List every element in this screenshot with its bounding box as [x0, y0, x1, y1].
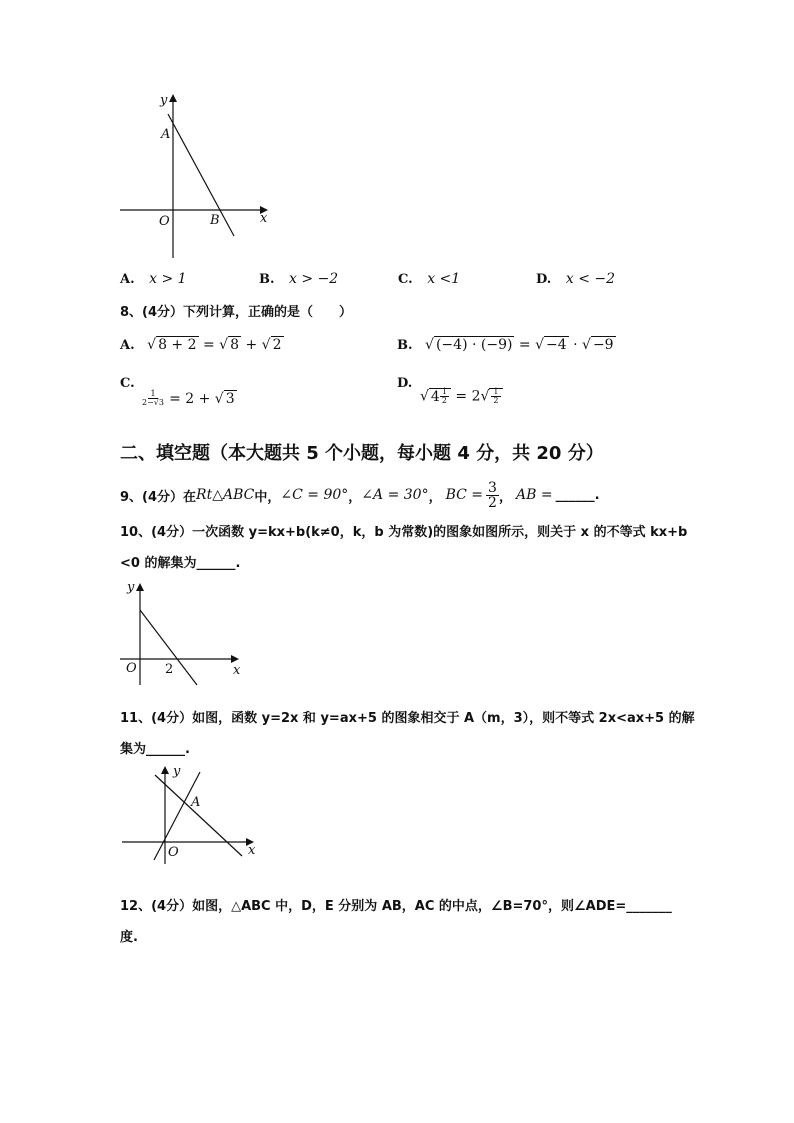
graph-q7 [110, 88, 280, 266]
y-axis-arrow [161, 766, 169, 774]
x-axis-label: x [233, 663, 241, 678]
origin-label: O [126, 661, 137, 676]
y-axis-label: y [127, 580, 135, 595]
q9-text: 9、(4分）在 Rt△ABC 中， ∠C = 90° ， ∠A = 30° ， BC = $\frac{3}{2}$ ， AB = ______. [120, 479, 600, 511]
q11-line1: 11、(4分）如图，函数 y=2x 和 y=ax+5 的图象相交于 A（m，3），则不等式 2x<ax+5 的解 [120, 711, 695, 726]
q8-option-c[interactable]: C. [120, 376, 135, 391]
q12-line2: 度. [120, 930, 138, 945]
q8-option-a[interactable]: A. √ 8 + 2 = √ 8 + √ 2 [120, 337, 282, 353]
q8-option-d[interactable]: D. [397, 376, 413, 391]
x-axis-label: x [248, 843, 256, 858]
q7-option-b[interactable]: B. x > −2 [259, 271, 339, 287]
point-a-label: A [161, 127, 171, 142]
origin-label: O [159, 214, 170, 229]
q12-line1: 12、(4分）如图，△ABC 中，D，E 分别为 AB，AC 的中点，∠B=70°，则∠ADE=_______ [120, 899, 672, 914]
y-axis-arrow [169, 94, 177, 102]
q10-line2: <0 的解集为______. [120, 556, 241, 571]
point-b-label: B [210, 213, 220, 228]
q8-stem: 8、(4分）下列计算，正确的是（ ） [120, 305, 353, 320]
origin-label: O [168, 845, 179, 860]
x-axis-arrow [231, 655, 239, 663]
y-axis-label: y [173, 764, 181, 779]
section-title: 二、填空题（本大题共 5 个小题，每小题 4 分，共 20 分） [120, 443, 604, 464]
x-axis-label: x [260, 211, 268, 226]
q10-line1: 10、(4分）一次函数 y=kx+b(k≠0，k，b 为常数)的图象如图所示，则关于 x 的不等式 kx+b [120, 525, 688, 540]
graph-line [168, 114, 234, 236]
y-axis-label: y [160, 93, 168, 108]
y-axis-arrow [136, 583, 144, 591]
graph-q11 [118, 760, 268, 866]
graph-q10 [115, 577, 255, 689]
q7-option-a[interactable]: A. x > 1 [120, 271, 187, 287]
q9-answer-blank[interactable]: ______. [555, 487, 600, 503]
x-intercept-label: 2 [165, 662, 174, 677]
line-y-ax-plus-5 [155, 775, 242, 856]
point-a-label: A [191, 795, 201, 810]
q7-option-d[interactable]: D. x < −2 [536, 271, 616, 287]
q7-option-c[interactable]: C. x <1 [398, 271, 461, 287]
q11-line2: 集为______. [120, 742, 190, 757]
q8-option-d-expr: √ 4 $\frac{1}{2}$ = 2√ $\frac{1}{2}$ [420, 388, 503, 405]
q8-option-b[interactable]: B. √ (−4) · (−9) = √ −4 · √ −9 [397, 337, 614, 353]
q8-option-c-expr: $\frac{1}{2-√3}$ = 2 + √ 3 [142, 389, 235, 407]
